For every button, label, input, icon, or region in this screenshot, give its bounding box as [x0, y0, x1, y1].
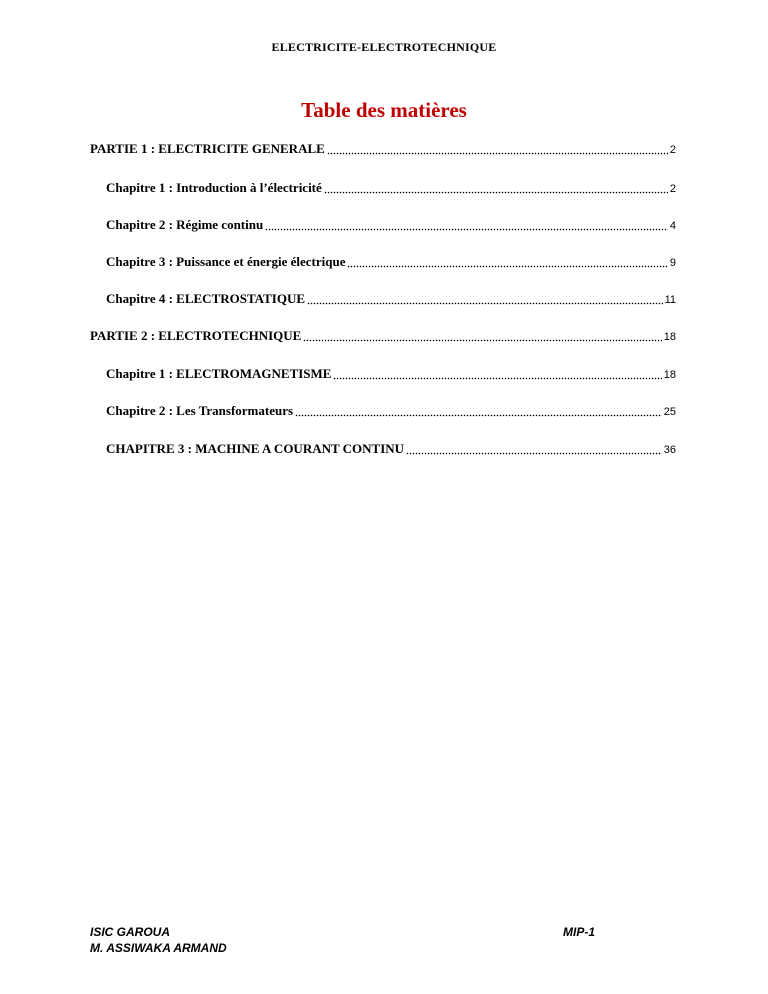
footer-left	[90, 924, 610, 956]
toc-entry-page: 18	[663, 369, 676, 381]
toc-leader-dots	[324, 190, 668, 194]
toc-entry-chapitre-3[interactable]	[106, 254, 676, 272]
toc-leader-dots	[265, 227, 668, 231]
toc-entry-label: Chapitre 1 : ELECTROMAGNETISME	[106, 366, 332, 381]
toc-entry-page: 9	[669, 257, 676, 269]
toc-entry-label: Chapitre 2 : Régime continu	[106, 217, 264, 232]
toc-entry-page: 4	[669, 220, 676, 232]
toc-entry-partie-2[interactable]	[90, 328, 676, 346]
footer-institution: ISIC GAROUA	[90, 925, 171, 939]
toc-entry-chapitre-2[interactable]	[106, 217, 676, 235]
running-header: ELECTRICITE-ELECTROTECHNIQUE	[271, 40, 497, 54]
toc-entry-page: 25	[663, 406, 676, 418]
toc-entry-label: PARTIE 1 : ELECTRICITE GENERALE	[90, 141, 325, 156]
toc-leader-dots	[307, 301, 663, 305]
toc-leader-dots	[347, 264, 667, 268]
toc-entry-page: 36	[663, 444, 676, 456]
toc-entry-chapitre-3-partie-2[interactable]	[106, 441, 676, 459]
toc-entry-label: PARTIE 2 : ELECTROTECHNIQUE	[90, 328, 302, 343]
toc-leader-dots	[333, 376, 661, 380]
toc-entry-page: 2	[669, 144, 676, 156]
footer-class-code: MIP-1	[563, 925, 596, 939]
toc-entry-partie-1[interactable]	[90, 141, 676, 159]
toc-entry-page: 11	[664, 294, 676, 306]
toc-entry-chapitre-1-partie-2[interactable]	[106, 366, 676, 384]
toc-leader-dots	[327, 151, 668, 155]
toc-title: Table des matières	[301, 98, 467, 122]
toc-entry-chapitre-4[interactable]	[106, 291, 676, 309]
toc-entry-label: CHAPITRE 3 : MACHINE A COURANT CONTINU	[106, 441, 405, 456]
toc-leader-dots	[303, 338, 661, 342]
toc-entry-chapitre-2-partie-2[interactable]	[106, 403, 676, 421]
toc-entry-page: 2	[669, 183, 676, 195]
toc-leader-dots	[295, 413, 662, 417]
toc-entry-label: Chapitre 1 : Introduction à l’électricité	[106, 180, 322, 195]
toc-entry-label: Chapitre 3 : Puissance et énergie électrique	[106, 254, 346, 269]
toc-entry-label: Chapitre 2 : Les Transformateurs	[106, 403, 294, 418]
toc-entry-label: Chapitre 4 : ELECTROSTATIQUE	[106, 291, 306, 306]
footer-author: M. ASSIWAKA ARMAND	[90, 941, 227, 955]
toc-leader-dots	[406, 451, 662, 455]
toc-entry-chapitre-1[interactable]	[106, 180, 676, 198]
toc-entry-page: 18	[663, 331, 676, 343]
